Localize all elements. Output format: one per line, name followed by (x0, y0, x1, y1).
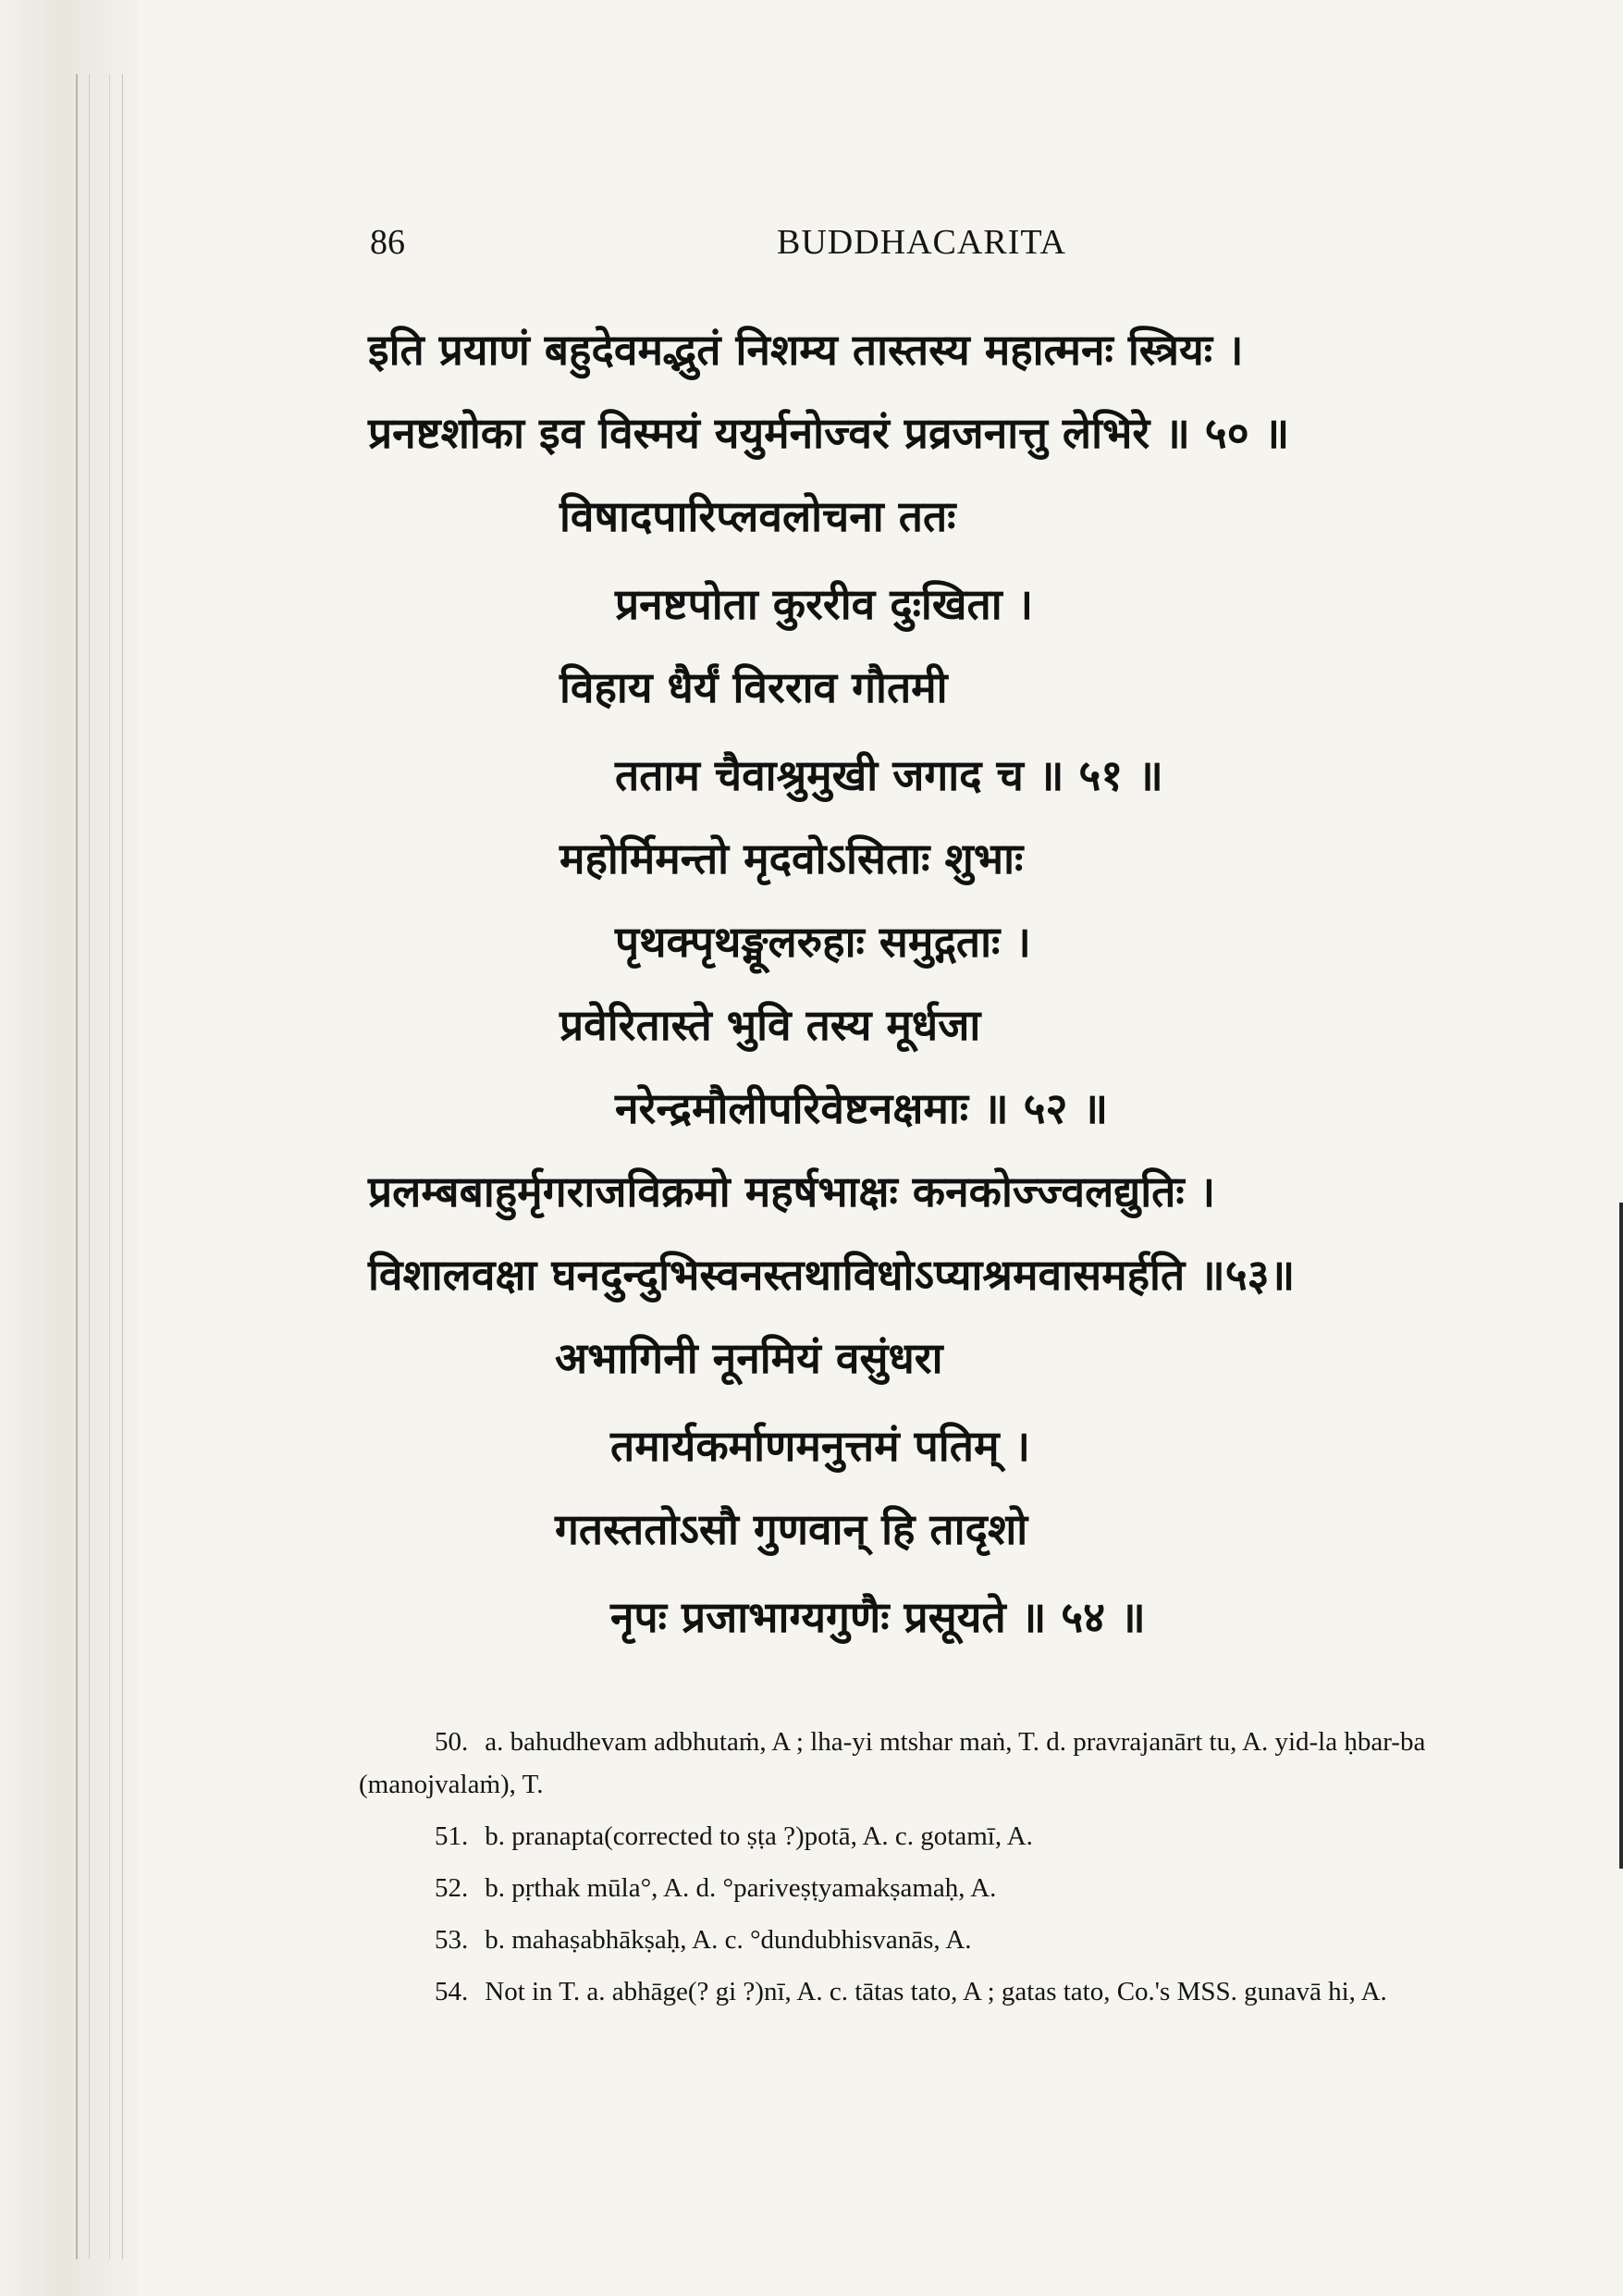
binding-gutter (0, 0, 139, 2296)
gutter-line (89, 74, 90, 2259)
gutter-line (122, 74, 123, 2259)
verse-line: तताम चैवाश्रुमुखी जगाद च ॥ ५१ ॥ (615, 750, 1163, 800)
verse-line: प्रनष्टशोका इव विस्मयं ययुर्मनोज्वरं प्रव्रजनात्तु लेभिरे ॥ ५० ॥ (368, 408, 1290, 458)
footnote-number: 53. (435, 1925, 469, 1955)
page-edge-shadow (1619, 1203, 1623, 1869)
verse-line: प्रलम्बबाहुर्मृगराजविक्रमो महर्षभाक्षः कनकोज्ज्वलद्युतिः । (368, 1167, 1216, 1216)
verse-line: पृथक्पृथङ्मूलरुहाः समुद्गताः । (615, 917, 1031, 967)
verse-line: विषादपारिप्लवलोचना ततः (559, 491, 956, 541)
footnote (359, 1867, 1538, 1909)
gutter-line (109, 74, 110, 2259)
verse-line: गतस्ततोऽसौ गुणवान् हि तादृशो (555, 1504, 1028, 1554)
page-number: 86 (370, 223, 405, 262)
footnote (359, 1721, 1538, 1806)
footnote-number: 52. (435, 1873, 469, 1903)
verse-line: महोर्मिमन्तो मृदवोऽसिताः शुभाः (559, 833, 1024, 883)
footnote-text: b. mahaṣabhākṣaḥ, A. c. °dundubhisvanās, A. (485, 1925, 972, 1955)
footnote (359, 1919, 1538, 1961)
footnote-text: b. pranapta(corrected to ṣṭa ?)potā, A. c. gotamī, A. (485, 1821, 1033, 1851)
verse-line: विहाय धैर्यं विरराव गौतमी (559, 662, 948, 712)
verse-line: प्रवेरितास्ते भुवि तस्य मूर्धजा (559, 1000, 981, 1050)
verse-line: तमार्यकर्माणमनुत्तमं पतिम् । (610, 1421, 1030, 1471)
verse-line: नृपः प्रजाभाग्यगुणैः प्रसूयते ॥ ५४ ॥ (610, 1592, 1146, 1642)
footnote-text: b. pṛthak mūla°, A. d. °pariveṣṭyamakṣamaḥ, A. (485, 1873, 997, 1903)
footnote-text: Not in T. a. abhāge(? gi ?)nī, A. c. tātas tato, A ; gatas tato, Co.'s MSS. gunavā hi, A. (485, 1977, 1387, 2006)
running-title: BUDDHACARITA (777, 223, 1066, 262)
verse-line: अभागिनी नूनमियं वसुंधरा (555, 1333, 943, 1383)
verse-line: प्रनष्टपोता कुररीव दुःखिता । (615, 579, 1034, 629)
footnote-text: a. bahudhevam adbhutaṁ, A ; lha-yi mtshar maṅ, T. d. pravrajanārt tu, A. yid-la ḥbar-ba (manojvalaṁ), T. (359, 1727, 1426, 1799)
footnote-number: 51. (435, 1821, 469, 1851)
footnote-number: 50. (435, 1727, 469, 1757)
footnotes (359, 1721, 1538, 2022)
verse-line: नरेन्द्रमौलीपरिवेष्टनक्षमाः ॥ ५२ ॥ (615, 1083, 1109, 1133)
verse-line: विशालवक्षा घनदुन्दुभिस्वनस्तथाविधोऽप्याश्रमवासमर्हति ॥५३॥ (368, 1250, 1296, 1300)
gutter-line (76, 74, 78, 2259)
verse-line: इति प्रयाणं बहुदेवमद्भुतं निशम्य तास्तस्य महात्मनः स्त्रियः । (368, 325, 1244, 375)
footnote-number: 54. (435, 1977, 469, 2006)
running-head (370, 222, 1535, 268)
footnote (359, 1970, 1538, 2013)
footnote (359, 1815, 1538, 1858)
